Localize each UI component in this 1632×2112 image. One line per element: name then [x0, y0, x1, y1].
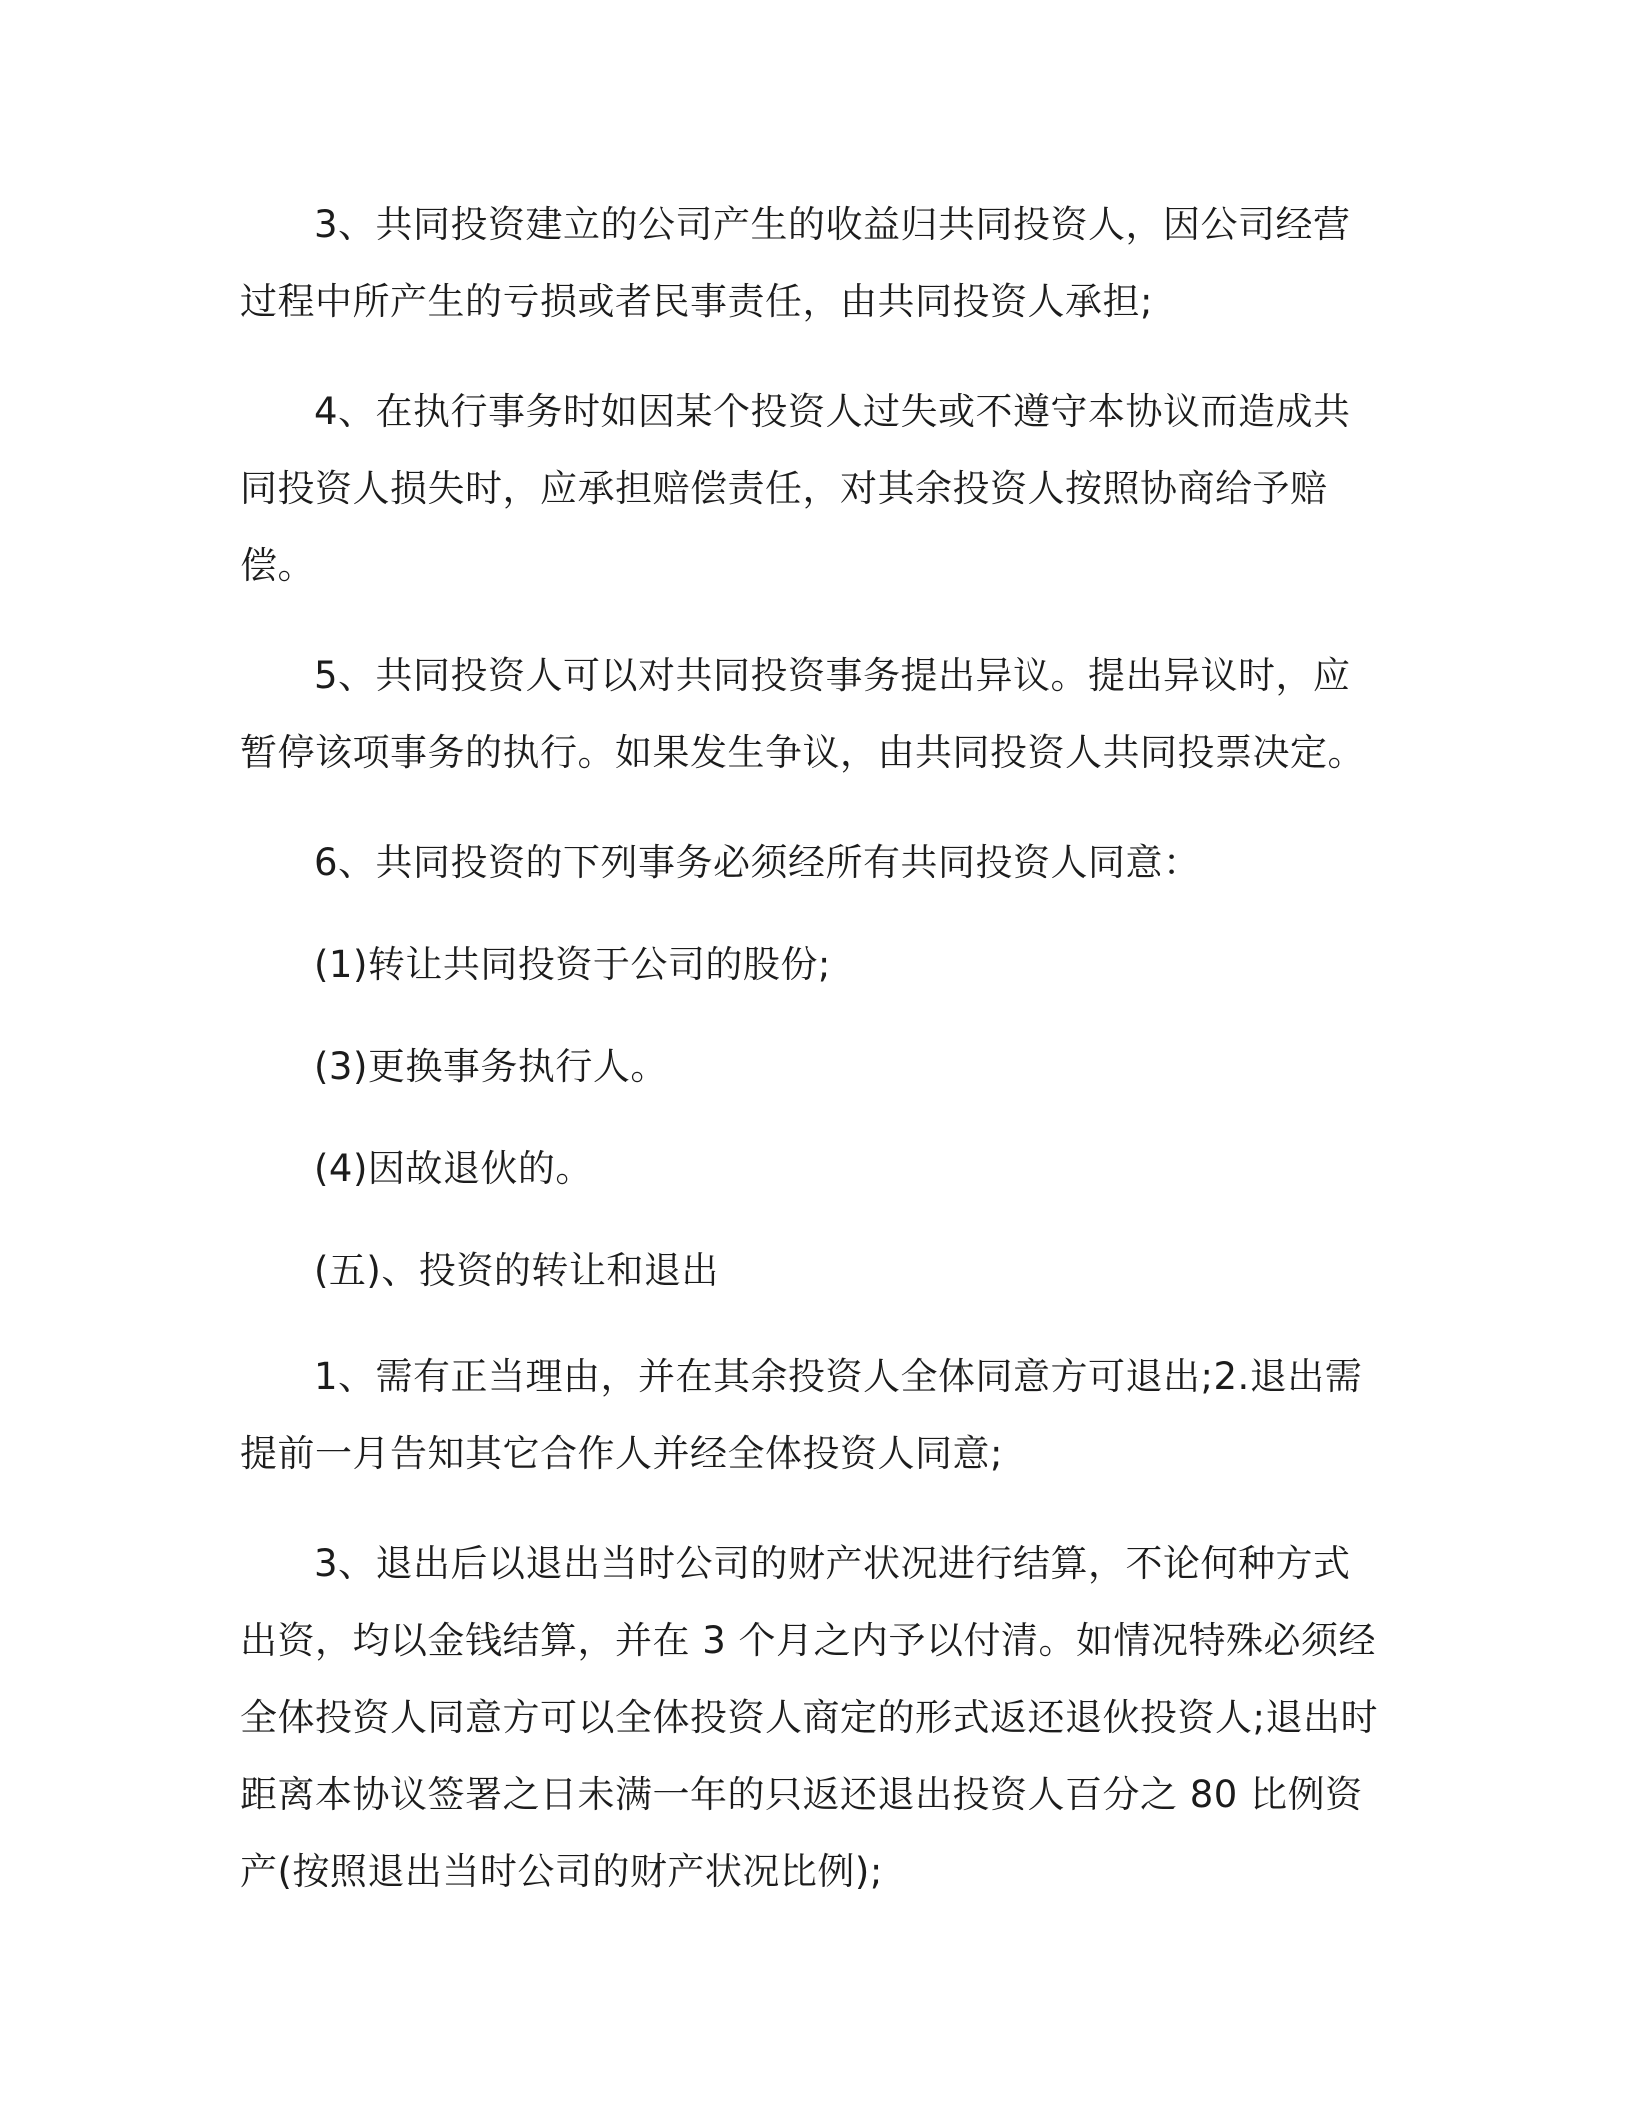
list-item-1: (1)转让共同投资于公司的股份;	[314, 943, 831, 986]
paragraph-clause-5: 5、共同投资人可以对共同投资事务提出异议。提出异议时，应暂停该项事务的执行。如果发生争议，由共同投资人共同投票决定。	[240, 654, 1365, 774]
paragraph-clause-4: 4、在执行事务时如因某个投资人过失或不遵守本协议而造成共同投资人损失时，应承担赔偿责任，对其余投资人按照协商给予赔偿。	[240, 390, 1351, 587]
paragraph-exit-clause-1: 1、需有正当理由，并在其余投资人全体同意方可退出;2.退出需提前一月告知其它合作人并经全体投资人同意;	[240, 1355, 1363, 1475]
paragraph-clause-3: 3、共同投资建立的公司产生的收益归共同投资人，因公司经营过程中所产生的亏损或者民事责任，由共同投资人承担;	[240, 203, 1351, 323]
list-item-3: (3)更换事务执行人。	[314, 1045, 668, 1088]
paragraph-clause-6: 6、共同投资的下列事务必须经所有共同投资人同意：	[314, 841, 1201, 884]
section-heading-5: (五)、投资的转让和退出	[314, 1249, 719, 1292]
document-body	[240, 186, 1380, 1910]
paragraph-exit-clause-3: 3、退出后以退出当时公司的财产状况进行结算，不论何种方式出资，均以金钱结算，并在 3 个月之内予以付清。如情况特殊必须经全体投资人同意方可以全体投资人商定的形式返还退伙投资人;退出时距离本协议签署之日未满一年的只返还退出投资人百分之 80 比例资产(按照退出当时公司的财产状况比例);	[240, 1542, 1378, 1893]
list-item-4: (4)因故退伙的。	[314, 1147, 593, 1190]
